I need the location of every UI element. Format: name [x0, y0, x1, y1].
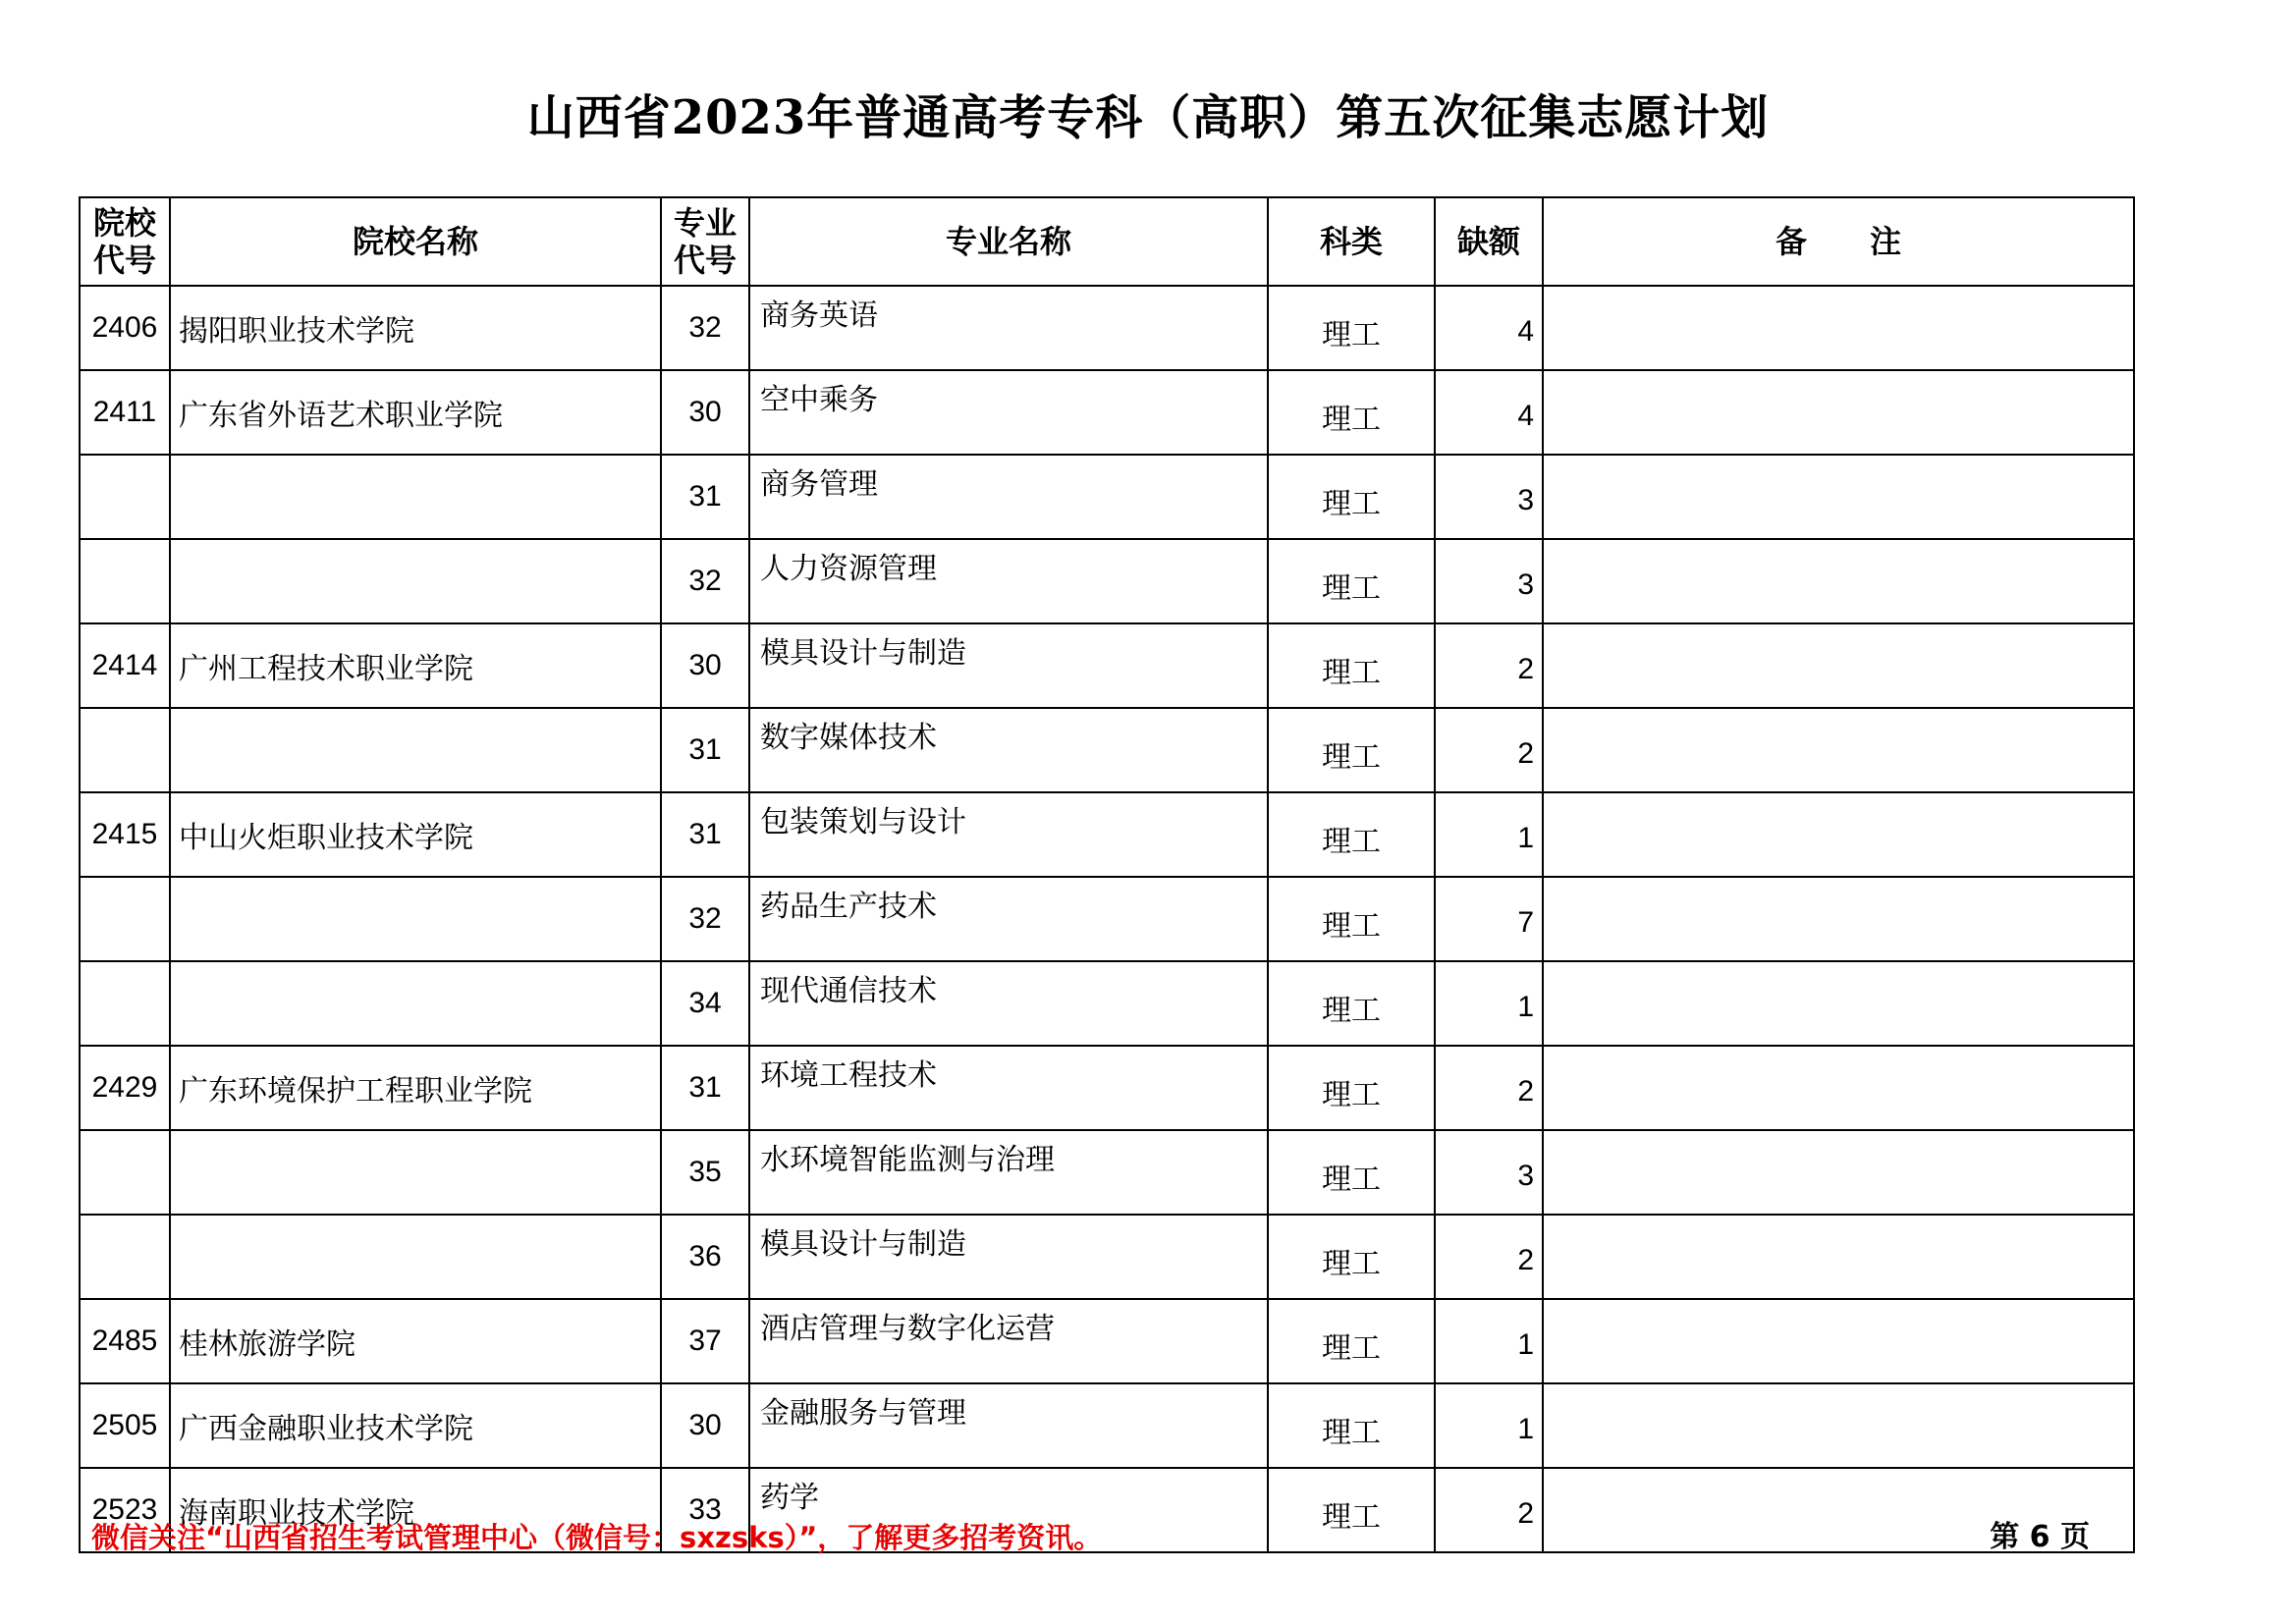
cell-major-code: 33 — [661, 1468, 749, 1552]
cell-major-name: 空中乘务 — [749, 370, 1268, 455]
cell-quota: 3 — [1435, 1130, 1543, 1215]
cell-major-name: 人力资源管理 — [749, 539, 1268, 623]
cell-note — [1543, 1046, 2134, 1130]
cell-major-code: 32 — [661, 286, 749, 370]
cell-school-code: 2415 — [80, 792, 170, 877]
cell-major-code: 30 — [661, 1383, 749, 1468]
table-row — [80, 455, 2134, 539]
cell-school-code: 2485 — [80, 1299, 170, 1383]
table-header-row — [80, 197, 2134, 286]
cell-major-name: 酒店管理与数字化运营 — [749, 1299, 1268, 1383]
cell-major-name: 水环境智能监测与治理 — [749, 1130, 1268, 1215]
cell-category: 理工 — [1268, 455, 1435, 539]
table-row — [80, 623, 2134, 708]
table-row — [80, 370, 2134, 455]
cell-quota: 2 — [1435, 708, 1543, 792]
cell-school-code — [80, 708, 170, 792]
cell-major-code: 35 — [661, 1130, 749, 1215]
cell-major-name: 环境工程技术 — [749, 1046, 1268, 1130]
table-row — [80, 708, 2134, 792]
cell-major-name: 包装策划与设计 — [749, 792, 1268, 877]
cell-note — [1543, 1215, 2134, 1299]
cell-major-code: 30 — [661, 370, 749, 455]
cell-quota: 1 — [1435, 1299, 1543, 1383]
cell-note — [1543, 708, 2134, 792]
cell-school-name: 广东环境保护工程职业学院 — [170, 1046, 661, 1130]
cell-category: 理工 — [1268, 877, 1435, 961]
cell-school-name — [170, 1215, 661, 1299]
table-row — [80, 961, 2134, 1046]
cell-major-name: 模具设计与制造 — [749, 623, 1268, 708]
cell-major-code: 31 — [661, 792, 749, 877]
cell-school-code: 2523 — [80, 1468, 170, 1552]
cell-quota: 2 — [1435, 1468, 1543, 1552]
table-row — [80, 1215, 2134, 1299]
table-row — [80, 1299, 2134, 1383]
cell-major-code: 31 — [661, 455, 749, 539]
cell-major-name: 模具设计与制造 — [749, 1215, 1268, 1299]
header-school-name: 院校名称 — [170, 197, 661, 286]
cell-note — [1543, 1383, 2134, 1468]
cell-major-name: 金融服务与管理 — [749, 1383, 1268, 1468]
cell-school-code: 2505 — [80, 1383, 170, 1468]
cell-category: 理工 — [1268, 1468, 1435, 1552]
cell-major-name: 药品生产技术 — [749, 877, 1268, 961]
header-note: 备 注 — [1543, 197, 2134, 286]
cell-school-code: 2429 — [80, 1046, 170, 1130]
cell-note — [1543, 877, 2134, 961]
cell-major-name: 商务英语 — [749, 286, 1268, 370]
cell-category: 理工 — [1268, 370, 1435, 455]
cell-school-code — [80, 455, 170, 539]
cell-school-name: 中山火炬职业技术学院 — [170, 792, 661, 877]
cell-school-name: 桂林旅游学院 — [170, 1299, 661, 1383]
header-major-code: 专业代号 — [661, 197, 749, 286]
cell-school-code — [80, 539, 170, 623]
cell-note — [1543, 455, 2134, 539]
cell-school-name: 揭阳职业技术学院 — [170, 286, 661, 370]
cell-major-code: 31 — [661, 1046, 749, 1130]
cell-major-name: 商务管理 — [749, 455, 1268, 539]
cell-school-name — [170, 455, 661, 539]
table-body — [80, 286, 2134, 1552]
cell-major-code: 31 — [661, 708, 749, 792]
cell-school-code: 2411 — [80, 370, 170, 455]
cell-major-code: 37 — [661, 1299, 749, 1383]
cell-note — [1543, 1130, 2134, 1215]
cell-category: 理工 — [1268, 1130, 1435, 1215]
wechat-follow-note: 微信关注“山西省招生考试管理中心（微信号：sxzsks）”，了解更多招考资讯。 — [91, 1521, 1103, 1554]
page-title: 山西省2023年普通高考专科（高职）第五次征集志愿计划 — [526, 90, 1770, 145]
cell-category: 理工 — [1268, 961, 1435, 1046]
cell-note — [1543, 1299, 2134, 1383]
cell-school-code — [80, 877, 170, 961]
cell-category: 理工 — [1268, 1383, 1435, 1468]
cell-school-name: 海南职业技术学院 — [170, 1468, 661, 1552]
cell-school-code — [80, 1130, 170, 1215]
cell-quota: 7 — [1435, 877, 1543, 961]
cell-category: 理工 — [1268, 539, 1435, 623]
cell-school-name — [170, 877, 661, 961]
table-row — [80, 877, 2134, 961]
cell-note — [1543, 286, 2134, 370]
cell-category: 理工 — [1268, 792, 1435, 877]
cell-category: 理工 — [1268, 1215, 1435, 1299]
enrollment-plan-table — [79, 196, 2135, 1553]
cell-category: 理工 — [1268, 708, 1435, 792]
cell-school-code: 2414 — [80, 623, 170, 708]
table-row — [80, 792, 2134, 877]
cell-category: 理工 — [1268, 1046, 1435, 1130]
header-school-code: 院校代号 — [80, 197, 170, 286]
cell-note — [1543, 623, 2134, 708]
cell-school-name — [170, 708, 661, 792]
cell-category: 理工 — [1268, 1299, 1435, 1383]
cell-quota: 3 — [1435, 539, 1543, 623]
cell-major-name: 数字媒体技术 — [749, 708, 1268, 792]
cell-major-name: 现代通信技术 — [749, 961, 1268, 1046]
cell-quota: 1 — [1435, 961, 1543, 1046]
table-row — [80, 286, 2134, 370]
cell-school-name — [170, 539, 661, 623]
header-major-name: 专业名称 — [749, 197, 1268, 286]
cell-quota: 1 — [1435, 1383, 1543, 1468]
cell-school-name: 广西金融职业技术学院 — [170, 1383, 661, 1468]
cell-major-code: 32 — [661, 877, 749, 961]
table-row — [80, 1046, 2134, 1130]
cell-note — [1543, 792, 2134, 877]
cell-school-code — [80, 1215, 170, 1299]
cell-quota: 2 — [1435, 623, 1543, 708]
cell-quota: 2 — [1435, 1046, 1543, 1130]
header-quota: 缺额 — [1435, 197, 1543, 286]
cell-school-name: 广州工程技术职业学院 — [170, 623, 661, 708]
cell-school-name — [170, 1130, 661, 1215]
cell-quota: 2 — [1435, 1215, 1543, 1299]
cell-major-code: 30 — [661, 623, 749, 708]
cell-quota: 4 — [1435, 370, 1543, 455]
page-number: 第 6 页 — [1990, 1520, 2090, 1554]
cell-school-code — [80, 961, 170, 1046]
cell-note — [1543, 370, 2134, 455]
cell-quota: 4 — [1435, 286, 1543, 370]
cell-school-name: 广东省外语艺术职业学院 — [170, 370, 661, 455]
table-row — [80, 1130, 2134, 1215]
cell-quota: 1 — [1435, 792, 1543, 877]
cell-note — [1543, 539, 2134, 623]
cell-school-code: 2406 — [80, 286, 170, 370]
cell-school-name — [170, 961, 661, 1046]
cell-quota: 3 — [1435, 455, 1543, 539]
cell-major-name: 药学 — [749, 1468, 1268, 1552]
table-row — [80, 539, 2134, 623]
table-row — [80, 1383, 2134, 1468]
cell-category: 理工 — [1268, 286, 1435, 370]
cell-major-code: 36 — [661, 1215, 749, 1299]
cell-major-code: 32 — [661, 539, 749, 623]
cell-major-code: 34 — [661, 961, 749, 1046]
cell-note — [1543, 961, 2134, 1046]
header-category: 科类 — [1268, 197, 1435, 286]
cell-category: 理工 — [1268, 623, 1435, 708]
